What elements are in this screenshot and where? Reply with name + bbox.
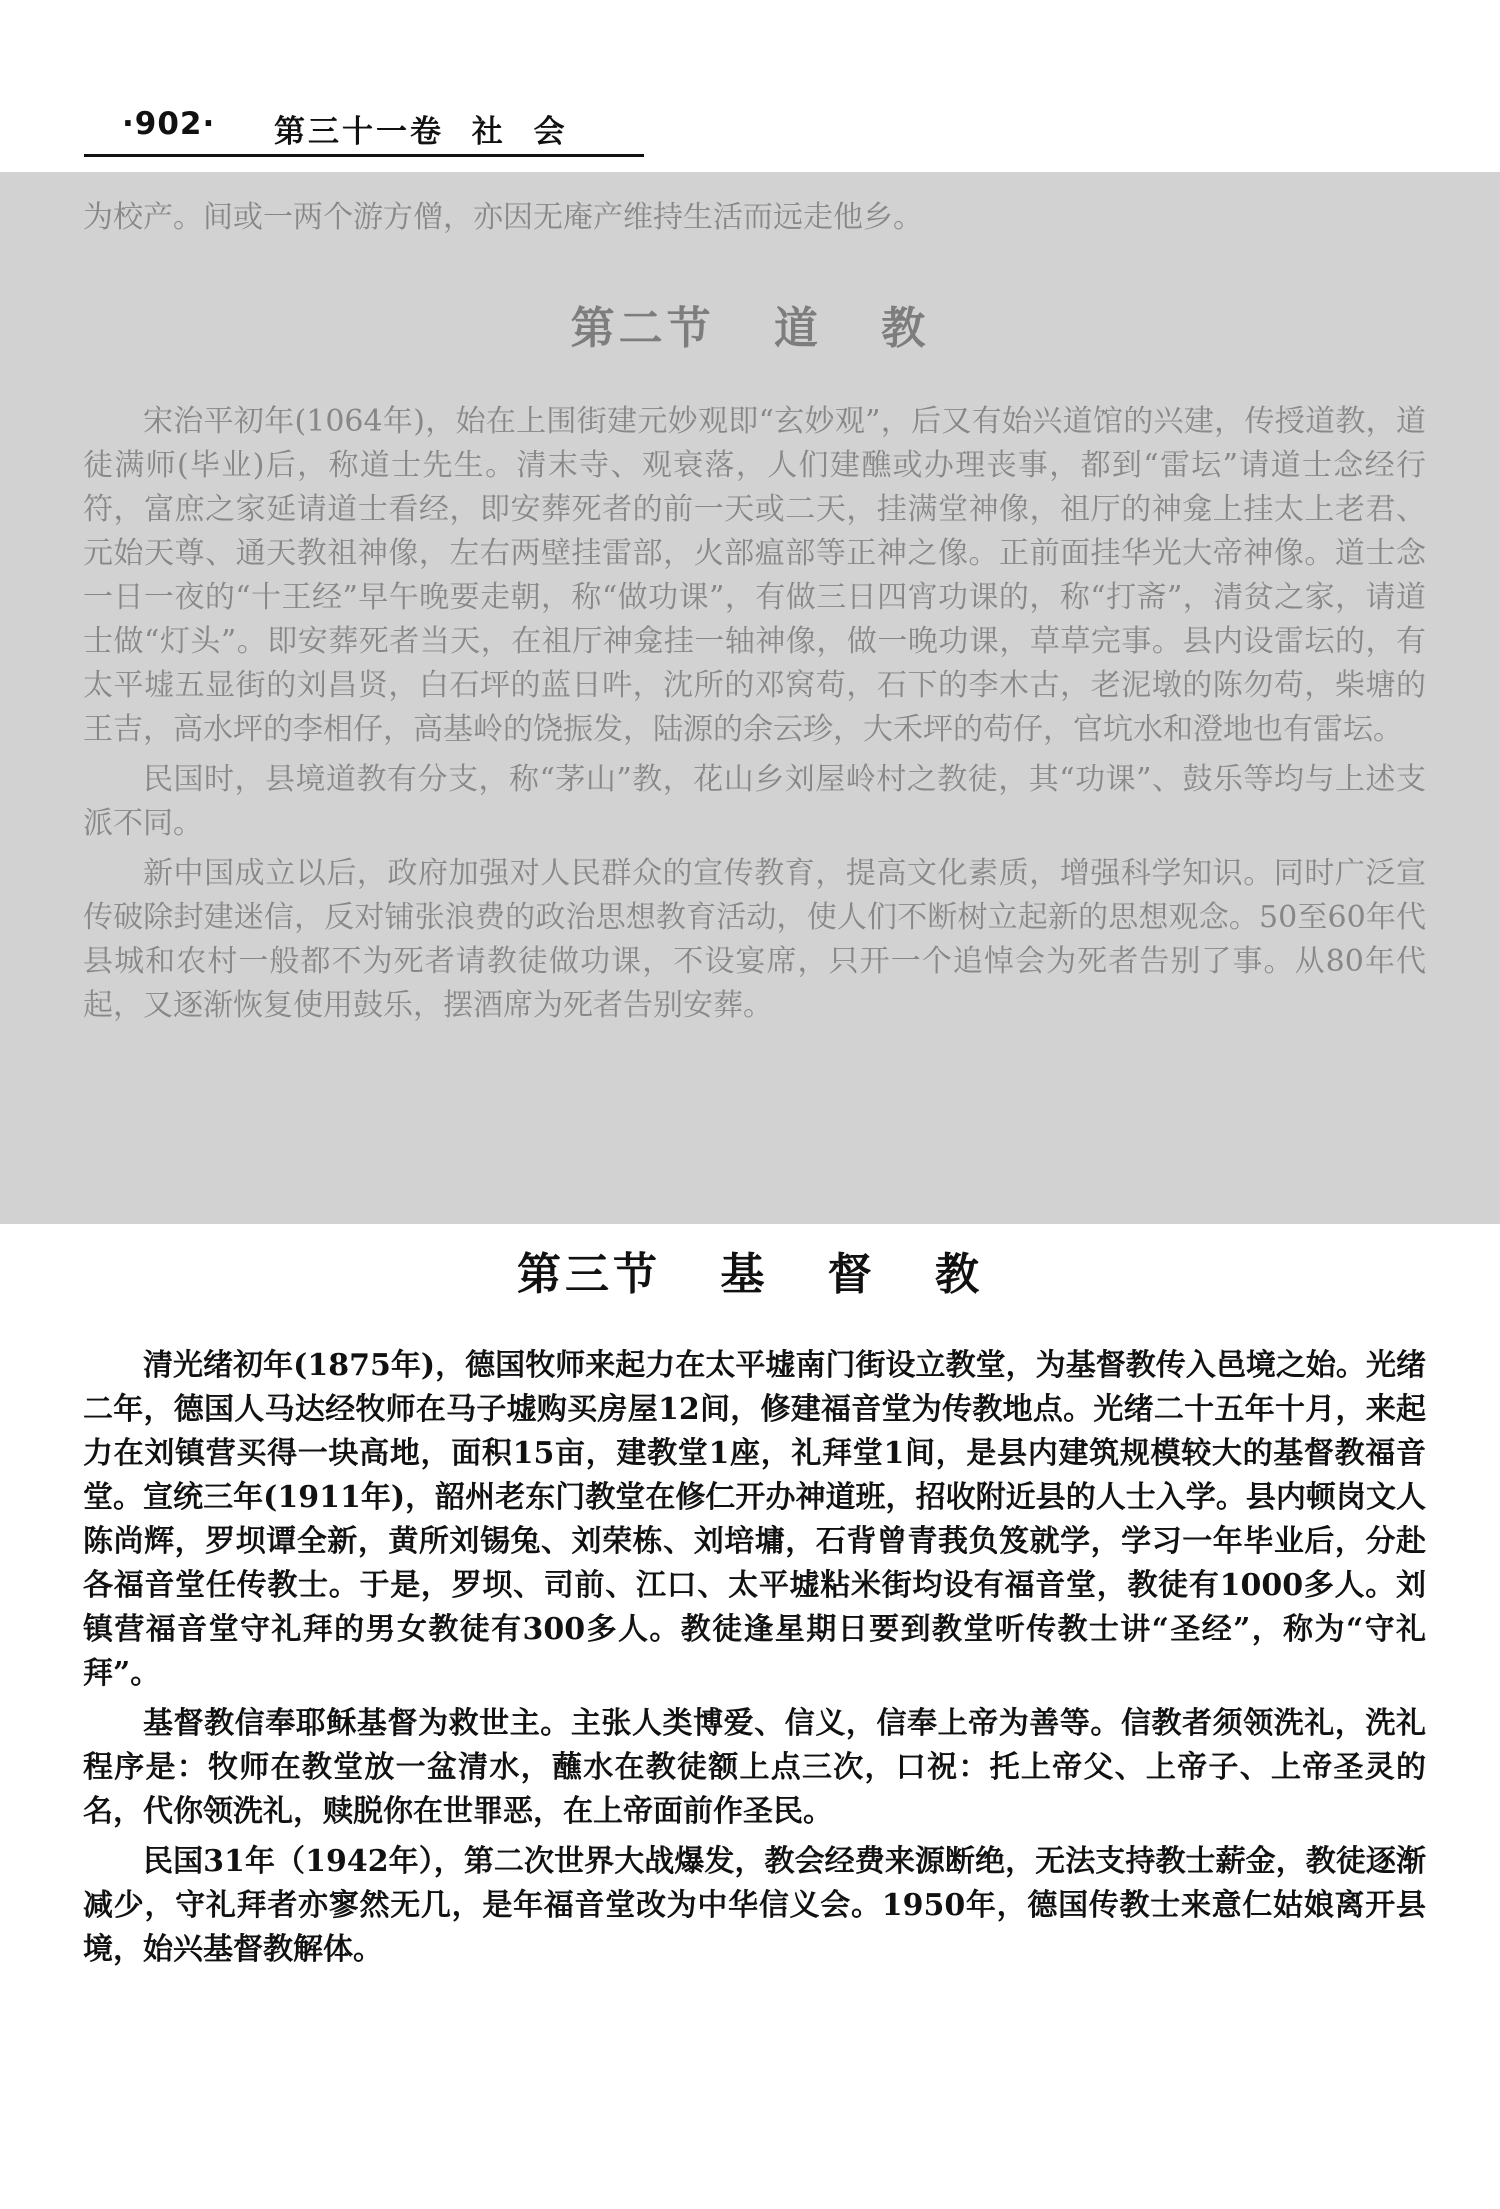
paragraph: 新中国成立以后，政府加强对人民群众的宣传教育，提高文化素质，增强科学知识。同时广泛宣传破除封建迷信，反对铺张浪费的政治思想教育活动，使人们不断树立起新的思想观念。50至60年代县城和农村一般都不为死者请教徒做功课，不设宴席，只开一个追悼会为死者告别了事。从80年代起，又逐渐恢复使用鼓乐，摆酒席为死者告别安葬。 — [83, 856, 1426, 1023]
section-title-taoism: 第二节 道 教 — [570, 303, 930, 354]
paragraph: 清光绪初年(1875年)，德国牧师来起力在太平墟南门街设立教堂，为基督教传入邑境之始。光绪二年，德国人马达经牧师在马子墟购买房屋12间，修建福音堂为传教地点。光绪二十五年十月，来起力在刘镇营买得一块高地，面积15亩，建教堂1座，礼拜堂1间，是县内建筑规模较大的基督教福音堂。宣统三年(1911年)，韶州老东门教堂在修仁开办神道班，招收附近县的人士入学。县内顿岗文人陈尚辉，罗坝谭全新，黄所刘锡兔、刘荣栋、刘培墉，石背曾青莪负笈就学，学习一年毕业后，分赴各福音堂任传教士。于是，罗坝、司前、江口、太平墟粘米街均设有福音堂，教徒有1000多人。刘镇营福音堂守礼拜的男女教徒有300多人。教徒逢星期日要到教堂听传教士讲“圣经”，称为“守礼拜”。 — [83, 1348, 1426, 1691]
page-number: ·902· — [122, 106, 216, 142]
paragraph: 民国31年（1942年），第二次世界大战爆发，教会经费来源断绝，无法支持教士薪金，教徒逐渐减少，守礼拜者亦寥然无几，是年福音堂改为中华信义会。1950年，德国传教士来意仁姑娘离开县境，始兴基督教解体。 — [83, 1844, 1426, 1967]
volume-title: 第三十一卷 社 会 — [274, 114, 568, 150]
paragraph: 民国时，县境道教有分支，称“茅山”教，花山乡刘屋岭村之教徒，其“功课”、鼓乐等均与上述支派不同。 — [83, 762, 1426, 841]
continuation-text — [83, 196, 1426, 240]
paragraph: 基督教信奉耶稣基督为救世主。主张人类博爱、信义，信奉上帝为善等。信教者须领洗礼，洗礼程序是：牧师在教堂放一盆清水，蘸水在教徒额上点三次，口祝：托上帝父、上帝子、上帝圣灵的名，代你领洗礼，赎脱你在世罪恶，在上帝面前作圣民。 — [83, 1706, 1426, 1829]
highlighted-region — [0, 172, 1500, 1224]
running-header — [84, 96, 644, 157]
christianity-body — [83, 1344, 1426, 1972]
taoism-body — [83, 400, 1426, 1028]
section-title-christianity: 第三节 基 督 教 — [517, 1249, 983, 1300]
paragraph: 宋治平初年(1064年)，始在上围街建元妙观即“玄妙观”，后又有始兴道馆的兴建，传授道教，道徒满师(毕业)后，称道士先生。清末寺、观衰落，人们建醮或办理丧事，都到“雷坛”请道士念经行符，富庶之家延请道士看经，即安葬死者的前一天或二天，挂满堂神像，祖厅的神龛上挂太上老君、元始天尊、通天教祖神像，左右两壁挂雷部，火部瘟部等正神之像。正前面挂华光大帝神像。道士念一日一夜的“十王经”早午晚要走朝，称“做功课”，有做三日四宵功课的，称“打斋”，清贫之家，请道士做“灯头”。即安葬死者当天，在祖厅神龛挂一轴神像，做一晚功课，草草完事。县内设雷坛的，有太平墟五显街的刘昌贤，白石坪的蓝日吽，沈所的邓窝苟，石下的李木古，老泥墩的陈勿苟，柴塘的王吉，高水坪的李相仔，高基岭的饶振发，陆源的余云珍，大禾坪的苟仔，官坑水和澄地也有雷坛。 — [83, 404, 1426, 747]
lead-line: 为校产。间或一两个游方僧，亦因无庵产维持生活而远走他乡。 — [83, 200, 923, 235]
